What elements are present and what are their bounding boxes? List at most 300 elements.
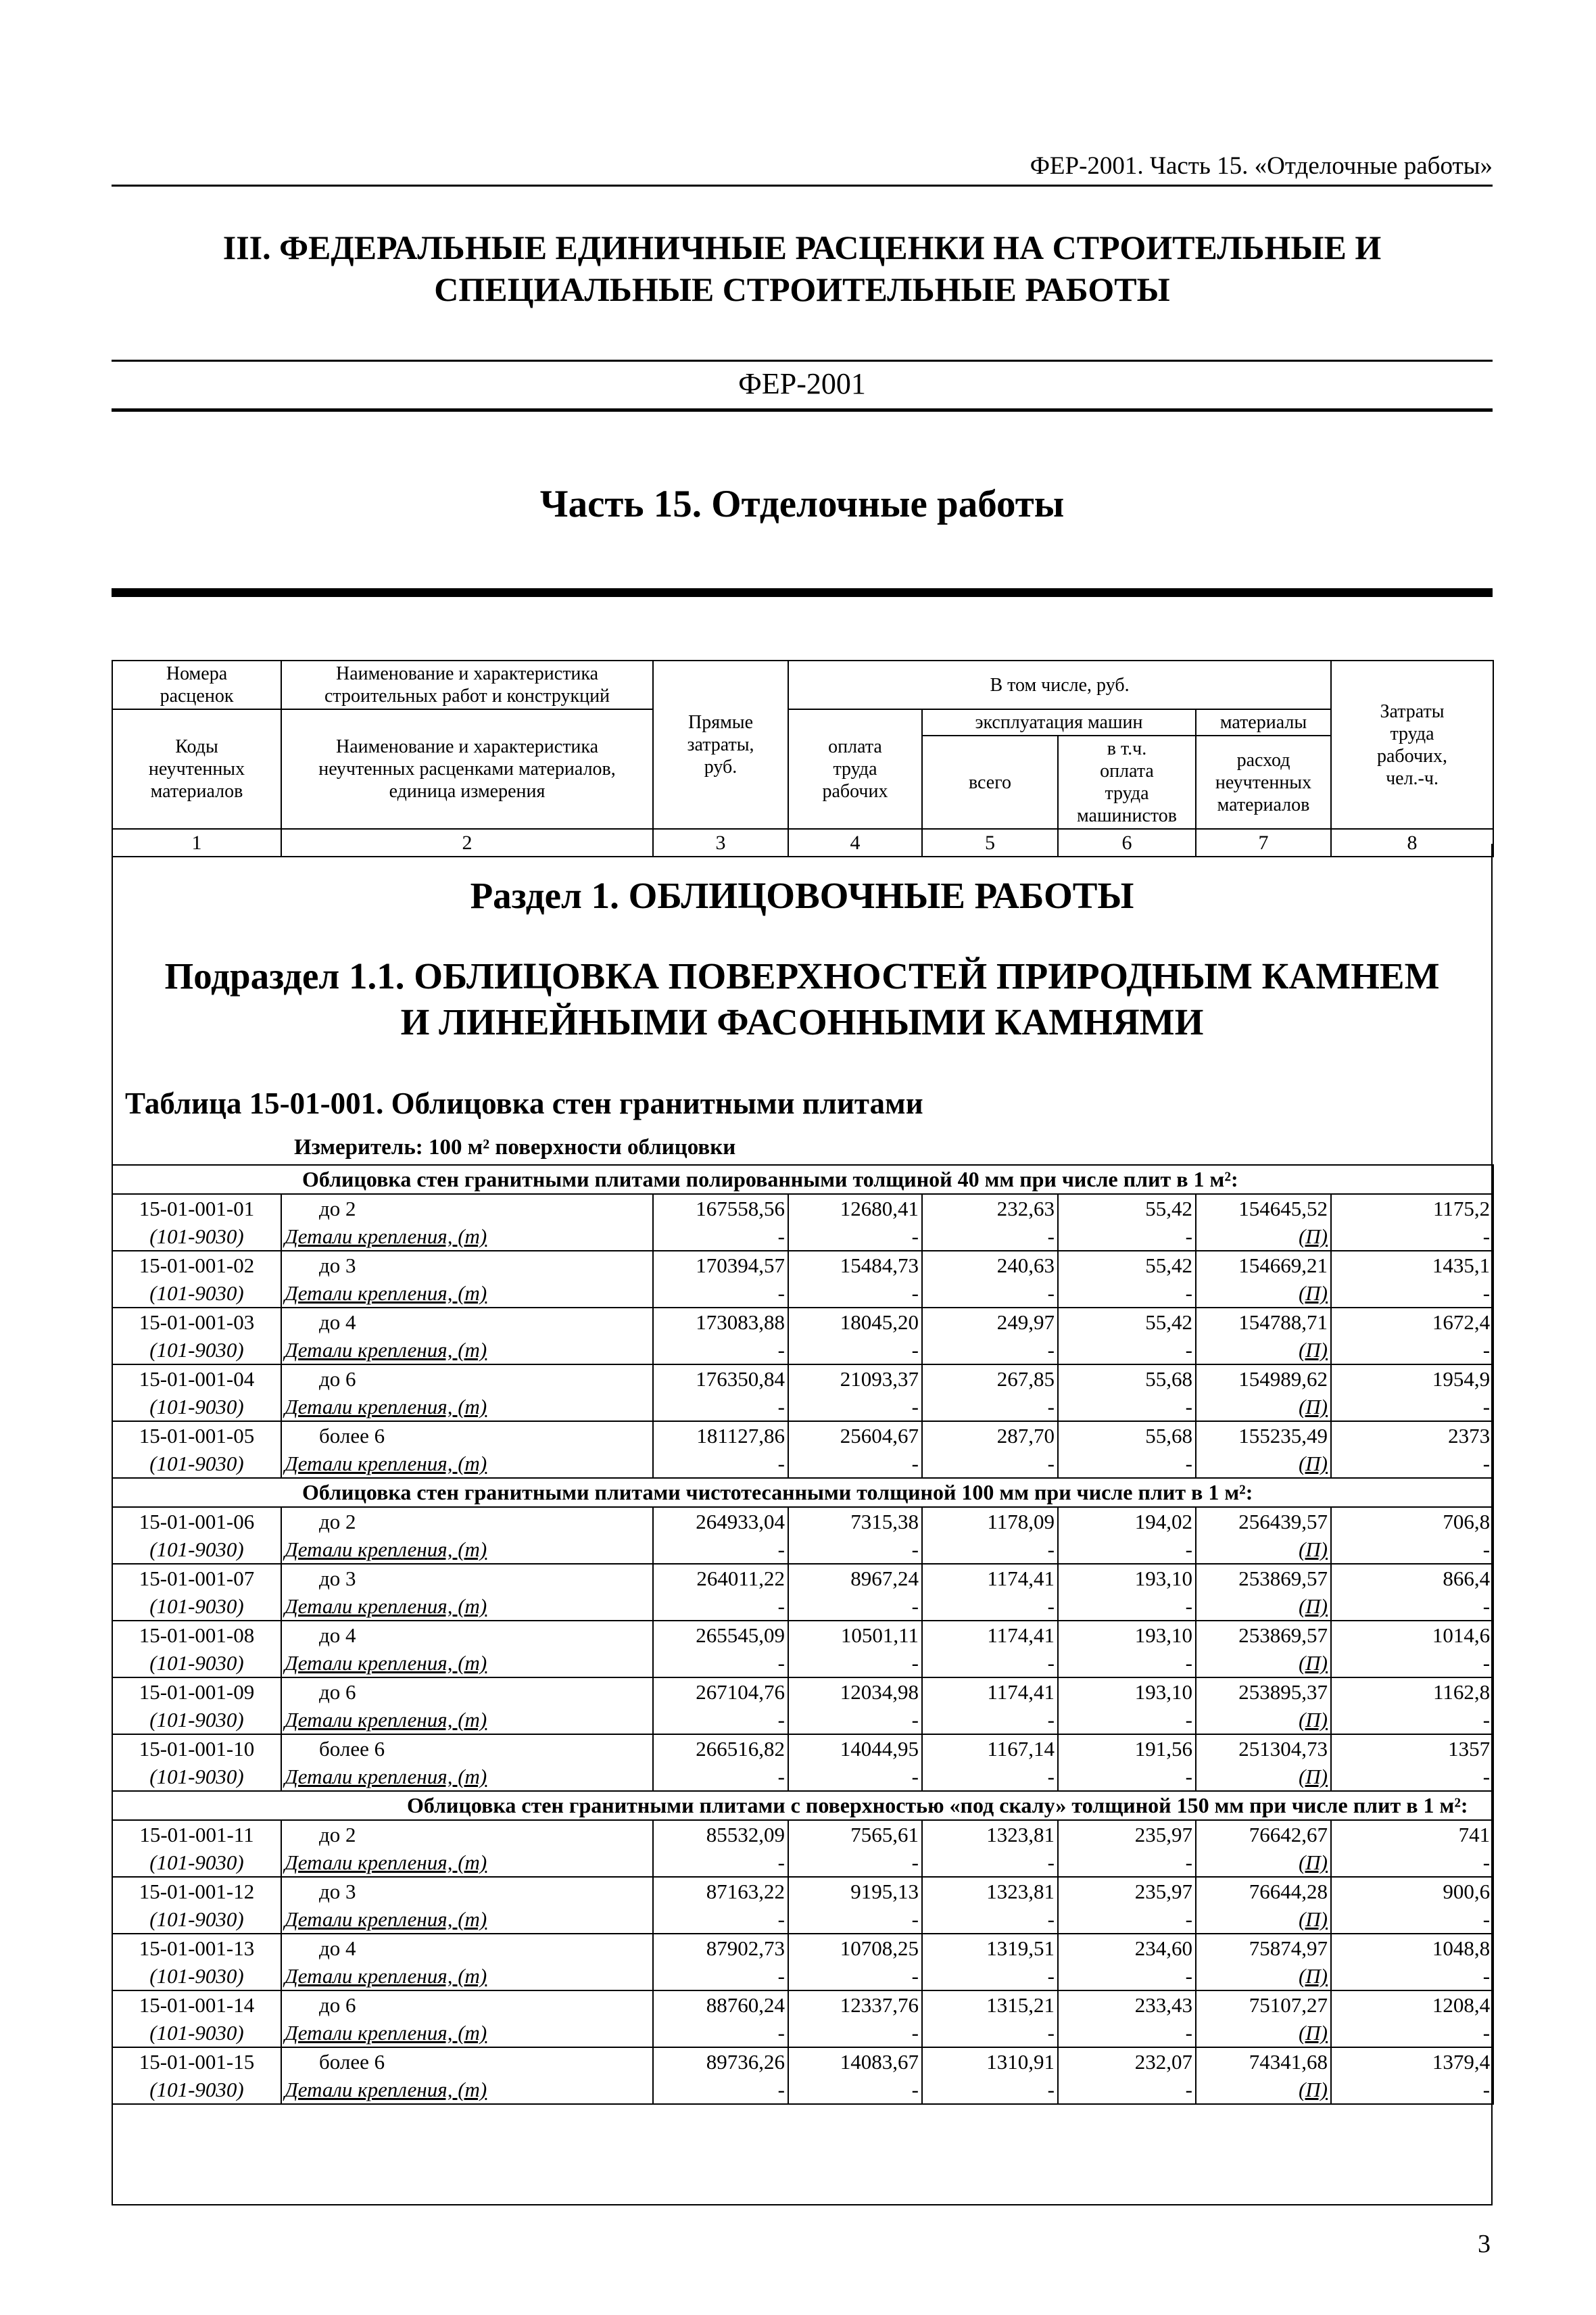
material-row [112, 1905, 1493, 1934]
material-code: (101-9030) [112, 1706, 281, 1734]
rate-value-v7: 75874,97 [1196, 1934, 1331, 1962]
material-mark-cell [1196, 1962, 1331, 1990]
material-dash: - [653, 1962, 788, 1990]
rate-value-v8: 900,6 [1331, 1877, 1493, 1905]
material-dash: - [653, 1905, 788, 1934]
rate-value-v8: 741 [1331, 1820, 1493, 1848]
table-title: Таблица 15-01-001. Облицовка стен гранитными плитами [125, 1087, 923, 1120]
rate-value-v8: 866,4 [1331, 1564, 1493, 1592]
rate-value-v7: 154788,71 [1196, 1308, 1331, 1336]
rate-value-v6: 234,60 [1058, 1934, 1196, 1962]
col-number: 3 [653, 829, 788, 857]
table-row [112, 2047, 1493, 2076]
rate-value-v3: 181127,86 [653, 1421, 788, 1450]
group-header-row [112, 1791, 1493, 1820]
material-mark-cell [1196, 1279, 1331, 1308]
col8-header: Затраты труда рабочих, чел.-ч. [1331, 661, 1493, 829]
part-title [112, 226, 1493, 310]
rate-value-v5: 240,63 [922, 1251, 1058, 1279]
material-name: Детали крепления, (т) [285, 1765, 487, 1788]
rate-value-v3: 89736,26 [653, 2047, 788, 2076]
rate-value-v4: 12337,76 [788, 1990, 922, 2019]
part-title-line: III. ФЕДЕРАЛЬНЫЕ ЕДИНИЧНЫЕ РАСЦЕНКИ НА СТРОИТЕЛЬНЫЕ И [222, 229, 1382, 266]
rate-code: 15-01-001-10 [112, 1734, 281, 1763]
material-dash: - [788, 1336, 922, 1364]
material-mark-cell [1196, 1450, 1331, 1478]
rate-value-v3: 267104,76 [653, 1677, 788, 1706]
rate-name: до 3 [281, 1251, 653, 1279]
material-dash: - [653, 1450, 788, 1478]
materials-header: материалы [1196, 709, 1331, 736]
material-row [112, 2019, 1493, 2047]
material-dash: - [653, 1592, 788, 1621]
rate-value-v7: 154989,62 [1196, 1364, 1331, 1393]
rate-name: до 3 [281, 1564, 653, 1592]
rate-value-v6: 233,43 [1058, 1990, 1196, 2019]
material-name: Детали крепления, (т) [285, 1224, 487, 1248]
material-dash: - [922, 1535, 1058, 1564]
rate-value-v7: 253895,37 [1196, 1677, 1331, 1706]
material-dash: - [788, 1763, 922, 1791]
material-dash: - [922, 1848, 1058, 1877]
material-dash: - [1058, 1763, 1196, 1791]
material-mark-cell [1196, 1706, 1331, 1734]
material-name-cell [281, 1905, 653, 1934]
rate-value-v7: 155235,49 [1196, 1421, 1331, 1450]
material-mark: (П) [1298, 1537, 1328, 1561]
material-row [112, 1706, 1493, 1734]
material-dash: - [1331, 1222, 1493, 1251]
material-name-cell [281, 1393, 653, 1421]
rate-name: до 4 [281, 1934, 653, 1962]
rate-value-v4: 12680,41 [788, 1194, 922, 1222]
material-code: (101-9030) [112, 1592, 281, 1621]
rate-value-v6: 55,68 [1058, 1364, 1196, 1393]
col-number: 2 [281, 829, 653, 857]
material-dash: - [1058, 1592, 1196, 1621]
rate-value-v4: 15484,73 [788, 1251, 922, 1279]
rate-value-v3: 265545,09 [653, 1621, 788, 1649]
material-dash: - [922, 1905, 1058, 1934]
rate-value-v8: 1162,8 [1331, 1677, 1493, 1706]
rate-value-v6: 232,07 [1058, 2047, 1196, 2076]
rate-value-v4: 9195,13 [788, 1877, 922, 1905]
rate-name: до 2 [281, 1194, 653, 1222]
material-code: (101-9030) [112, 1962, 281, 1990]
rate-value-v4: 18045,20 [788, 1308, 922, 1336]
rate-value-v7: 75107,27 [1196, 1990, 1331, 2019]
material-mark: (П) [1298, 1851, 1328, 1874]
material-mark: (П) [1298, 1338, 1328, 1362]
material-dash: - [922, 1450, 1058, 1478]
material-name: Детали крепления, (т) [285, 1594, 487, 1618]
material-dash: - [653, 2019, 788, 2047]
material-mark-cell [1196, 2019, 1331, 2047]
part-title-line: СПЕЦИАЛЬНЫЕ СТРОИТЕЛЬНЫЕ РАБОТЫ [434, 270, 1170, 308]
rate-code: 15-01-001-04 [112, 1364, 281, 1393]
material-dash: - [1331, 1393, 1493, 1421]
rate-value-v4: 14044,95 [788, 1734, 922, 1763]
material-dash: - [788, 1905, 922, 1934]
rate-value-v5: 1310,91 [922, 2047, 1058, 2076]
rate-value-v8: 1379,4 [1331, 2047, 1493, 2076]
material-mark-cell [1196, 1393, 1331, 1421]
material-mark-cell [1196, 1592, 1331, 1621]
rate-value-v3: 264933,04 [653, 1507, 788, 1535]
rate-value-v3: 88760,24 [653, 1990, 788, 2019]
rate-code: 15-01-001-07 [112, 1564, 281, 1592]
rate-name: до 3 [281, 1877, 653, 1905]
material-dash: - [788, 2076, 922, 2104]
rate-value-v5: 1178,09 [922, 1507, 1058, 1535]
rate-value-v6: 55,42 [1058, 1251, 1196, 1279]
col-number: 1 [112, 829, 281, 857]
razdel-title: Раздел 1. ОБЛИЦОВОЧНЫЕ РАБОТЫ [470, 875, 1134, 916]
material-row [112, 1962, 1493, 1990]
col-number: 4 [788, 829, 922, 857]
rate-code: 15-01-001-06 [112, 1507, 281, 1535]
material-dash: - [788, 1649, 922, 1677]
material-name: Детали крепления, (т) [285, 1907, 487, 1931]
rate-code: 15-01-001-09 [112, 1677, 281, 1706]
material-dash: - [788, 1393, 922, 1421]
material-mark-cell [1196, 1905, 1331, 1934]
rate-name: до 2 [281, 1507, 653, 1535]
material-name: Детали крепления, (т) [285, 1281, 487, 1305]
material-dash: - [922, 1962, 1058, 1990]
rate-value-v6: 55,68 [1058, 1421, 1196, 1450]
material-dash: - [653, 1763, 788, 1791]
material-name-cell [281, 2019, 653, 2047]
rate-value-v5: 232,63 [922, 1194, 1058, 1222]
material-dash: - [1331, 2019, 1493, 2047]
table-row [112, 1621, 1493, 1649]
rate-name: до 6 [281, 1364, 653, 1393]
material-name: Детали крепления, (т) [285, 1537, 487, 1561]
material-dash: - [653, 1848, 788, 1877]
material-name: Детали крепления, (т) [285, 1338, 487, 1362]
header-rule [112, 185, 1493, 187]
rate-value-v6: 193,10 [1058, 1677, 1196, 1706]
rate-name: до 6 [281, 1677, 653, 1706]
measure-unit: Измеритель: 100 м² поверхности облицовки [294, 1135, 736, 1160]
material-dash: - [922, 1592, 1058, 1621]
section-divider-bar [112, 588, 1493, 597]
rate-code: 15-01-001-08 [112, 1621, 281, 1649]
material-mark-cell [1196, 1336, 1331, 1364]
material-code: (101-9030) [112, 1848, 281, 1877]
material-dash: - [1058, 1848, 1196, 1877]
material-name: Детали крепления, (т) [285, 1452, 487, 1475]
material-dash: - [653, 1535, 788, 1564]
col5-header: всего [922, 736, 1058, 829]
rate-value-v5: 249,97 [922, 1308, 1058, 1336]
table-row [112, 1364, 1493, 1393]
rate-value-v8: 706,8 [1331, 1507, 1493, 1535]
material-name: Детали крепления, (т) [285, 1395, 487, 1418]
material-mark: (П) [1298, 2078, 1328, 2101]
rate-name: до 2 [281, 1820, 653, 1848]
material-row [112, 1848, 1493, 1877]
material-dash: - [788, 1592, 922, 1621]
material-dash: - [1331, 1649, 1493, 1677]
material-row [112, 1393, 1493, 1421]
col6-header: в т.ч. оплата труда машинистов [1058, 736, 1196, 829]
material-dash: - [788, 1535, 922, 1564]
rate-name: более 6 [281, 1734, 653, 1763]
material-dash: - [1331, 1905, 1493, 1934]
rate-name: до 6 [281, 1990, 653, 2019]
material-dash: - [653, 1393, 788, 1421]
running-header: ФЕР-2001. Часть 15. «Отделочные работы» [1030, 152, 1493, 180]
material-mark: (П) [1298, 2021, 1328, 2045]
material-mark: (П) [1298, 1708, 1328, 1732]
rate-value-v5: 1174,41 [922, 1564, 1058, 1592]
material-dash: - [1331, 1706, 1493, 1734]
group-title: Облицовка стен гранитными плитами чистотесанными толщиной 100 мм при числе плит в 1 м²: [112, 1478, 1493, 1507]
rate-value-v7: 76642,67 [1196, 1820, 1331, 1848]
rate-code: 15-01-001-03 [112, 1308, 281, 1336]
rate-value-v7: 154669,21 [1196, 1251, 1331, 1279]
table-row [112, 1820, 1493, 1848]
rate-value-v3: 176350,84 [653, 1364, 788, 1393]
rate-value-v7: 74341,68 [1196, 2047, 1331, 2076]
material-dash: - [1058, 1279, 1196, 1308]
machines-header: эксплуатация машин [922, 709, 1196, 736]
material-row [112, 1222, 1493, 1251]
group-title: Облицовка стен гранитными плитами полированными толщиной 40 мм при числе плит в 1 м²: [112, 1165, 1493, 1194]
material-name-cell [281, 1535, 653, 1564]
material-name: Детали крепления, (т) [285, 2021, 487, 2045]
material-dash: - [653, 1222, 788, 1251]
material-code: (101-9030) [112, 1535, 281, 1564]
material-mark: (П) [1298, 1452, 1328, 1475]
table-row [112, 1251, 1493, 1279]
material-mark: (П) [1298, 1765, 1328, 1788]
rate-value-v3: 266516,82 [653, 1734, 788, 1763]
material-dash: - [653, 1279, 788, 1308]
material-name-cell [281, 1279, 653, 1308]
material-dash: - [1058, 1649, 1196, 1677]
material-code: (101-9030) [112, 1649, 281, 1677]
material-name: Детали крепления, (т) [285, 1851, 487, 1874]
rate-code: 15-01-001-11 [112, 1820, 281, 1848]
material-row [112, 1763, 1493, 1791]
col-number: 8 [1331, 829, 1493, 857]
rate-value-v4: 7565,61 [788, 1820, 922, 1848]
rate-name: до 4 [281, 1621, 653, 1649]
col2-bottom-header: Наименование и характеристика неучтенных расценками материалов, единица измерения [281, 709, 653, 829]
rate-value-v8: 1435,1 [1331, 1251, 1493, 1279]
material-mark: (П) [1298, 1964, 1328, 1988]
rate-value-v6: 235,97 [1058, 1877, 1196, 1905]
col2-top-header: Наименование и характеристика строительных работ и конструкций [281, 661, 653, 709]
rate-value-v4: 10708,25 [788, 1934, 922, 1962]
rate-name: до 4 [281, 1308, 653, 1336]
page-number: 3 [1478, 2230, 1491, 2258]
material-code: (101-9030) [112, 1393, 281, 1421]
rate-code: 15-01-001-15 [112, 2047, 281, 2076]
rate-value-v7: 253869,57 [1196, 1564, 1331, 1592]
material-name-cell [281, 1592, 653, 1621]
rate-value-v8: 1672,4 [1331, 1308, 1493, 1336]
code-title-top-rule [112, 360, 1493, 362]
material-dash: - [653, 1706, 788, 1734]
material-dash: - [1331, 2076, 1493, 2104]
rate-value-v3: 170394,57 [653, 1251, 788, 1279]
code-title: ФЕР-2001 [738, 367, 866, 400]
rate-value-v3: 87902,73 [653, 1934, 788, 1962]
rate-value-v5: 1315,21 [922, 1990, 1058, 2019]
material-dash: - [1331, 1336, 1493, 1364]
rate-value-v3: 167558,56 [653, 1194, 788, 1222]
rate-value-v7: 76644,28 [1196, 1877, 1331, 1905]
rate-value-v6: 191,56 [1058, 1734, 1196, 1763]
rates-table [112, 1164, 1494, 2105]
material-code: (101-9030) [112, 2019, 281, 2047]
material-name-cell [281, 1763, 653, 1791]
material-mark-cell [1196, 1649, 1331, 1677]
material-dash: - [1058, 2076, 1196, 2104]
material-dash: - [1058, 1905, 1196, 1934]
rate-value-v8: 1357 [1331, 1734, 1493, 1763]
rate-code: 15-01-001-14 [112, 1990, 281, 2019]
rate-code: 15-01-001-12 [112, 1877, 281, 1905]
col-number: 7 [1196, 829, 1331, 857]
material-dash: - [788, 1962, 922, 1990]
material-dash: - [922, 1336, 1058, 1364]
rate-value-v5: 1167,14 [922, 1734, 1058, 1763]
rate-value-v7: 251304,73 [1196, 1734, 1331, 1763]
material-mark: (П) [1298, 1594, 1328, 1618]
material-mark-cell [1196, 2076, 1331, 2104]
material-dash: - [1058, 1450, 1196, 1478]
material-dash: - [788, 1279, 922, 1308]
material-mark: (П) [1298, 1651, 1328, 1675]
rate-value-v6: 55,42 [1058, 1194, 1196, 1222]
rate-value-v6: 193,10 [1058, 1621, 1196, 1649]
rate-value-v3: 264011,22 [653, 1564, 788, 1592]
table-row [112, 1421, 1493, 1450]
material-mark-cell [1196, 1763, 1331, 1791]
rate-value-v5: 287,70 [922, 1421, 1058, 1450]
rate-value-v6: 55,42 [1058, 1308, 1196, 1336]
material-dash: - [1331, 1592, 1493, 1621]
col3-header: Прямые затраты, руб. [653, 661, 788, 829]
material-name-cell [281, 1450, 653, 1478]
material-dash: - [922, 1649, 1058, 1677]
rate-value-v8: 2373 [1331, 1421, 1493, 1450]
material-dash: - [1331, 1962, 1493, 1990]
rate-name: более 6 [281, 2047, 653, 2076]
rate-value-v4: 7315,38 [788, 1507, 922, 1535]
table-row [112, 1677, 1493, 1706]
material-dash: - [1058, 1535, 1196, 1564]
material-dash: - [922, 2076, 1058, 2104]
rate-value-v5: 1319,51 [922, 1934, 1058, 1962]
material-dash: - [1058, 1706, 1196, 1734]
rate-value-v5: 1174,41 [922, 1677, 1058, 1706]
material-dash: - [788, 1222, 922, 1251]
material-mark-cell [1196, 1222, 1331, 1251]
col7-header: расход неучтенных материалов [1196, 736, 1331, 829]
rate-value-v3: 87163,22 [653, 1877, 788, 1905]
rate-value-v8: 1014,6 [1331, 1621, 1493, 1649]
rate-code: 15-01-001-05 [112, 1421, 281, 1450]
rate-value-v6: 193,10 [1058, 1564, 1196, 1592]
rate-value-v4: 14083,67 [788, 2047, 922, 2076]
material-row [112, 1592, 1493, 1621]
material-code: (101-9030) [112, 1336, 281, 1364]
material-dash: - [922, 1706, 1058, 1734]
group-header-row [112, 1165, 1493, 1194]
rate-value-v7: 253869,57 [1196, 1621, 1331, 1649]
material-row [112, 1336, 1493, 1364]
material-dash: - [1058, 1336, 1196, 1364]
material-name: Детали крепления, (т) [285, 2078, 487, 2101]
material-name-cell [281, 1649, 653, 1677]
material-row [112, 1535, 1493, 1564]
material-dash: - [788, 2019, 922, 2047]
material-mark: (П) [1298, 1281, 1328, 1305]
rate-value-v7: 256439,57 [1196, 1507, 1331, 1535]
col-number: 6 [1058, 829, 1196, 857]
col-number: 5 [922, 829, 1058, 857]
material-dash: - [922, 2019, 1058, 2047]
material-name-cell [281, 1336, 653, 1364]
material-mark: (П) [1298, 1395, 1328, 1418]
material-mark: (П) [1298, 1907, 1328, 1931]
rate-value-v5: 1323,81 [922, 1877, 1058, 1905]
table-row [112, 1507, 1493, 1535]
rate-value-v3: 173083,88 [653, 1308, 788, 1336]
material-dash: - [1058, 2019, 1196, 2047]
material-dash: - [1058, 1393, 1196, 1421]
table-row [112, 1934, 1493, 1962]
rate-code: 15-01-001-02 [112, 1251, 281, 1279]
material-code: (101-9030) [112, 1450, 281, 1478]
material-code: (101-9030) [112, 1222, 281, 1251]
material-dash: - [1058, 1222, 1196, 1251]
material-dash: - [922, 1763, 1058, 1791]
podrazdel-title-line: И ЛИНЕЙНЫМИ ФАСОННЫМИ КАМНЯМИ [400, 1001, 1204, 1043]
rate-value-v5: 1323,81 [922, 1820, 1058, 1848]
table-row [112, 1564, 1493, 1592]
rate-value-v4: 10501,11 [788, 1621, 922, 1649]
material-name-cell [281, 2076, 653, 2104]
material-dash: - [653, 1336, 788, 1364]
table-row [112, 1877, 1493, 1905]
table-row [112, 1734, 1493, 1763]
material-row [112, 2076, 1493, 2104]
material-dash: - [788, 1450, 922, 1478]
material-row [112, 1450, 1493, 1478]
table-row [112, 1308, 1493, 1336]
material-name: Детали крепления, (т) [285, 1964, 487, 1988]
material-dash: - [788, 1706, 922, 1734]
rate-value-v4: 8967,24 [788, 1564, 922, 1592]
material-dash: - [922, 1279, 1058, 1308]
group-title: Облицовка стен гранитными плитами с поверхностью «под скалу» толщиной 150 мм при числе плит в 1 м²: [112, 1791, 1493, 1820]
rate-value-v4: 25604,67 [788, 1421, 922, 1450]
material-dash: - [653, 1649, 788, 1677]
rate-value-v8: 1954,9 [1331, 1364, 1493, 1393]
material-dash: - [1058, 1962, 1196, 1990]
material-name-cell [281, 1848, 653, 1877]
material-name-cell [281, 1222, 653, 1251]
rate-value-v7: 154645,52 [1196, 1194, 1331, 1222]
material-dash: - [1331, 1763, 1493, 1791]
